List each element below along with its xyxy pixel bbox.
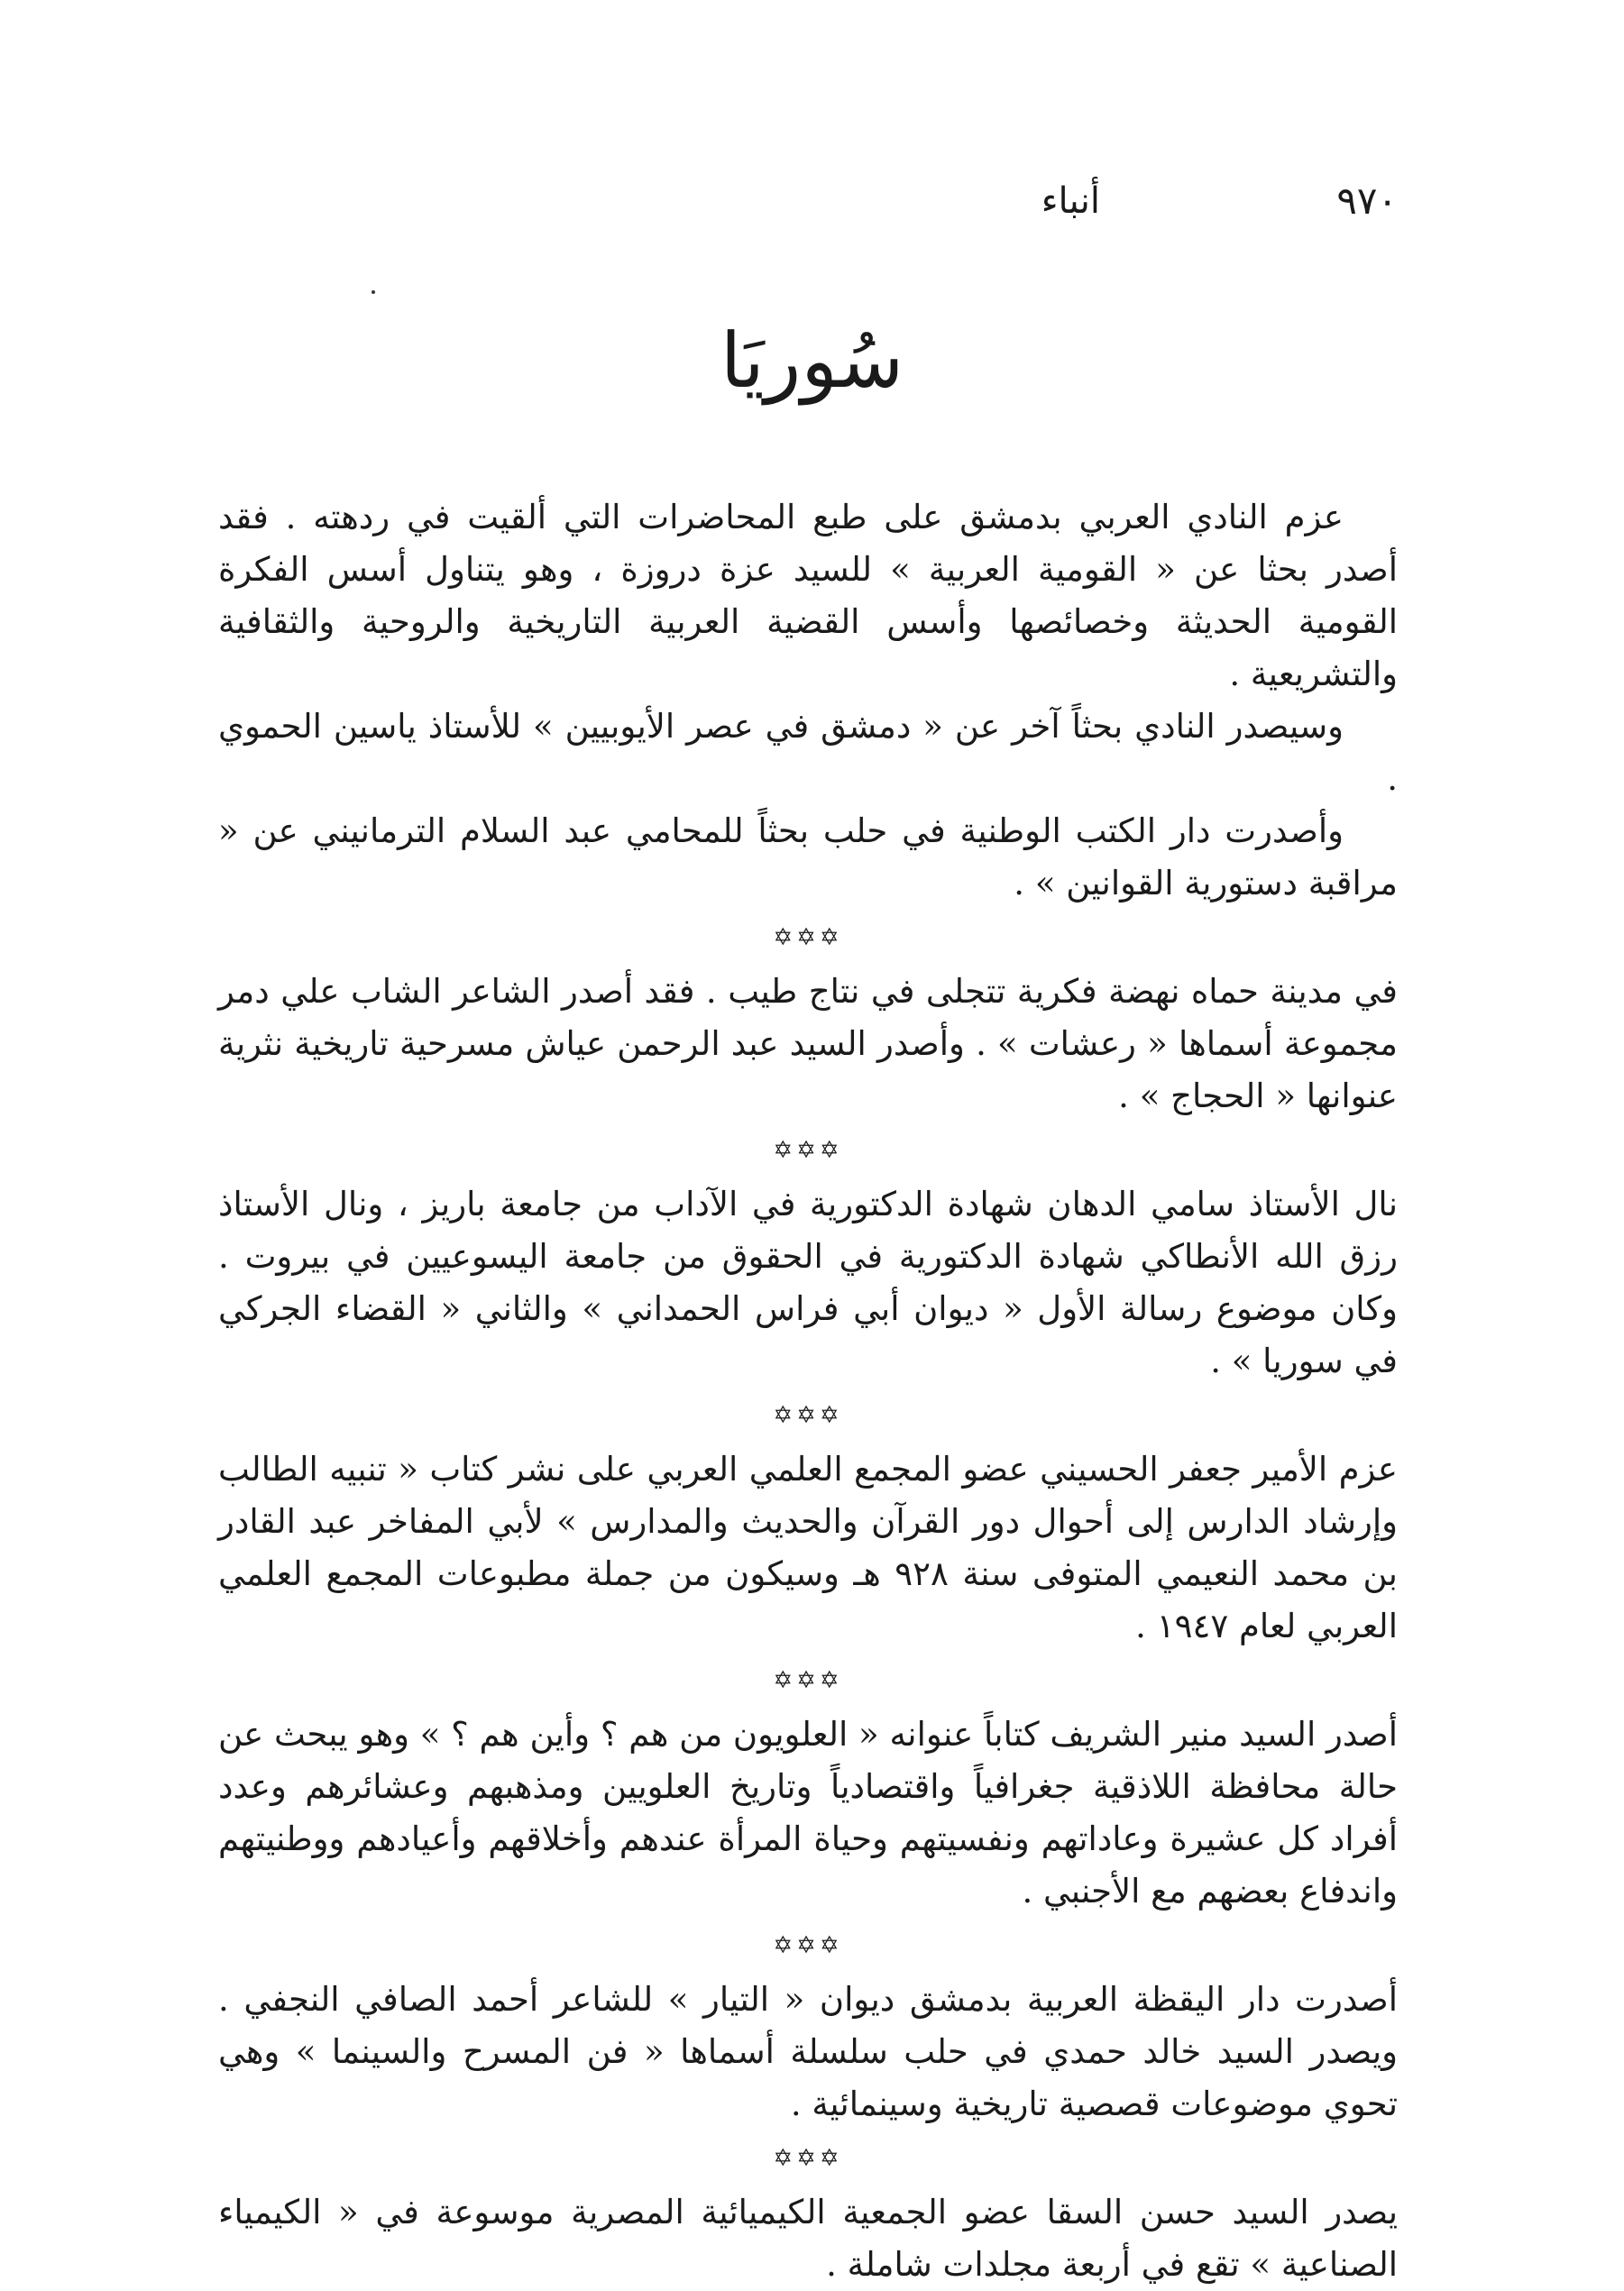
page-number: ٩٧٠ (1336, 179, 1398, 223)
running-head: أنباء (1041, 180, 1100, 222)
section-separator: ✡✡✡ (773, 2145, 843, 2172)
paragraph-5: نال الأستاذ سامي الدهان شهادة الدكتورية في الآداب من جامعة باريز ، ونال الأستاذ رزق الله الأنطاكي شهادة الدكتورية في الحقوق من جامعة اليسوعيين في بيروت . وكان موضوع رسالة الأول « ديوان أبي فراس الحمداني » والثاني « القضاء الجركي في سوريا » . (218, 1185, 1398, 1380)
paragraph-3: وأصدرت دار الكتب الوطنية في حلب بحثاً للمحامي عبد السلام الترمانيني عن « مراقبة دستورية القوانين » . (218, 811, 1398, 903)
paragraph-6: عزم الأمير جعفر الحسيني عضو المجمع العلمي العربي على نشر كتاب « تنبيه الطالب وإرشاد الدارس إلى أحوال دور القرآن والحديث والمدارس » لأبي المفاخر عبد القادر بن محمد النعيمي المتوفى سنة ٩٢٨ هـ وسيكون من جملة مطبوعات المجمع العلمي العربي لعام ١٩٤٧ . (218, 1450, 1398, 1645)
section-separator: ✡✡✡ (773, 1667, 843, 1694)
paragraph-7: أصدر السيد منير الشريف كتاباً عنوانه « العلويون من هم ؟ وأين هم ؟ » وهو يبحث عن حالة محافظة اللاذقية جغرافياً واقتصادياً وتاريخ العلويين ومذهبهم وعشائرهم وعدد أفراد كل عشيرة وعاداتهم ونفسيتهم وحياة المرأة عندهم وأخلاقهم وأعيادهم ووطنيتهم واندفاع بعضهم مع الأجنبي . (218, 1715, 1398, 1911)
paragraph-9: يصدر السيد حسن السقا عضو الجمعية الكيميائية المصرية موسوعة في « الكيمياء الصناعية » تقع في أربعة مجلدات شاملة . (218, 2193, 1398, 2284)
paragraph-1: عزم النادي العربي بدمشق على طبع المحاضرات التي ألقيت في ردهته . فقد أصدر بحثا عن « القومية العربية » للسيد عزة دروزة ، وهو يتناول أسس الفكرة القومية الحديثة وخصائصها وأسس القضية العربية التاريخية والروحية والثقافية والتشريعية . (218, 498, 1398, 693)
section-title: سُوريَا (720, 316, 904, 405)
page-header (225, 176, 1398, 230)
section-separator: ✡✡✡ (773, 1932, 843, 1959)
section-separator: ✡✡✡ (773, 924, 843, 951)
paragraph-8: أصدرت دار اليقظة العربية بدمشق ديوان « التيار » للشاعر أحمد الصافي النجفي . ويصدر السيد خالد حمدي في حلب سلسلة أسماها « فن المسرح والسينما » وهي تحوي موضوعات قصصية تاريخية وسينمائية . (218, 1980, 1398, 2123)
print-speck (372, 290, 375, 294)
paragraph-4: في مدينة حماه نهضة فكرية تتجلى في نتاج طيب . فقد أصدر الشاعر الشاب علي دمر مجموعة أسماها « رعشات » . وأصدر السيد عبد الرحمن عياش مسرحية تاريخية نثرية عنوانها « الحجاج » . (218, 972, 1398, 1115)
paragraph-2: وسيصدر النادي بحثاً آخر عن « دمشق في عصر الأيوبيين » للأستاذ ياسين الحموي . (218, 707, 1398, 798)
section-separator: ✡✡✡ (773, 1402, 843, 1429)
section-separator: ✡✡✡ (773, 1137, 843, 1164)
article-body (218, 491, 1398, 2291)
